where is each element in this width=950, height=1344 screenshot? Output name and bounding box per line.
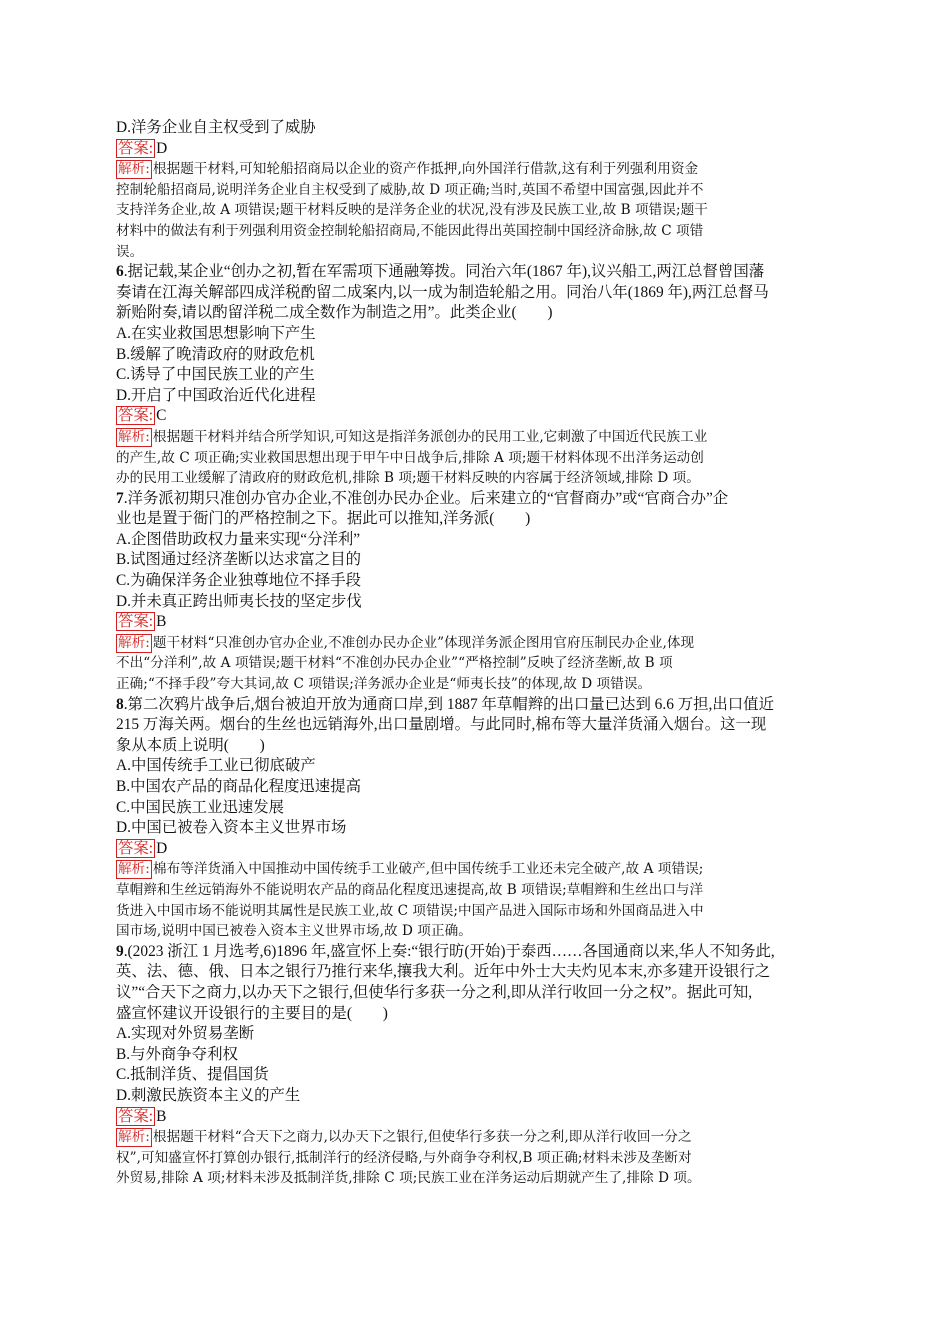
q8-stem-line-2: 215 万海关两。烟台的生丝也远销海外,出口量剧增。与此同时,棉布等大量洋货涌入烟台。这一现 [116, 716, 767, 734]
q8-explanation-line-1: 解析: 棉布等洋货涌入中国推动中国传统手工业破产,但中国传统手工业还未完全破产,故 A 项错误; [118, 861, 704, 878]
q8-number: 8 [116, 695, 124, 713]
q7-option-a: A.企图借助政权力量来实现“分洋利” [116, 530, 361, 548]
q8-option-c: C.中国民族工业迅速发展 [116, 798, 285, 816]
q9-stem-line-3: 议”“合天下之商力,以办天下之银行,但使华行多获一分之利,即从洋行收回一分之权”。据此可知, [116, 983, 753, 1001]
explanation-tag: 解析: [118, 861, 150, 878]
explanation-tag: 解析: [118, 428, 150, 445]
q5-explanation-line-2: 控制轮船招商局,说明洋务企业自主权受到了威胁,故 D 项正确;当时,英国不希望中国富强,因此并不 [116, 181, 704, 198]
q7-explanation-line-3: 正确;“不择手段”夸大其词,故 C 项错误;洋务派办企业是“师夷长技”的体现,故 D 项错误。 [116, 676, 652, 693]
q7-answer: B [156, 613, 167, 631]
q7-option-b: B.试图通过经济垄断以达求富之目的 [116, 551, 361, 569]
q7-option-c: C.为确保洋务企业独尊地位不择手段 [116, 572, 361, 590]
q9-stem-line-4: 盛宣怀建议开设银行的主要目的是( ) [116, 1004, 388, 1022]
answer-tag: 答案: [118, 407, 154, 425]
answer-tag: 答案: [118, 1107, 154, 1125]
answer-tag: 答案: [118, 839, 154, 857]
q6-answer-line [116, 406, 836, 427]
q5-answer: D [156, 139, 168, 157]
q8-stem-line-3: 象从本质上说明( ) [116, 736, 265, 754]
q9-option-c: C.抵制洋货、提倡国货 [116, 1066, 269, 1084]
q9-option-d: D.刺激民族资本主义的产生 [116, 1086, 301, 1104]
q9-answer-line [116, 1107, 836, 1128]
q8-option-a: A.中国传统手工业已彻底破产 [116, 757, 316, 775]
q7-answer-line [116, 612, 836, 633]
q9-answer: B [156, 1107, 167, 1125]
q6-answer: C [156, 407, 167, 425]
q6-option-b: B.缓解了晚清政府的财政危机 [116, 345, 315, 363]
q6-explanation-line-1: 解析: 根据题干材料并结合所学知识,可知这是指洋务派创办的民用工业,它刺激了中国近代民族工业 [118, 428, 708, 445]
q8-option-d: D.中国已被卷入资本主义世界市场 [116, 819, 347, 837]
q6-option-d: D.开启了中国政治近代化进程 [116, 386, 316, 404]
q5-explanation-line-5: 误。 [116, 243, 144, 260]
q7-explanation-line-1: 解析: 题干材料“只准创办官办企业,不准创办民办企业”体现洋务派企图用官府压制民办企业,体现 [118, 634, 695, 651]
q8-option-b: B.中国农产品的商品化程度迅速提高 [116, 778, 361, 795]
q8-stem-line-1: 8.第二次鸦片战争后,烟台被迫开放为通商口岸,到 1887 年草帽辫的出口量已达到 6.6 万担,出口值近 [116, 695, 774, 713]
q8-explanation-line-2: 草帽辫和生丝远销海外不能说明农产品的商品化程度迅速提高,故 B 项错误;草帽辫和生丝出口与洋 [116, 881, 704, 898]
document-page [116, 118, 836, 1189]
q7-stem-line-2: 业也是置于衙门的严格控制之下。据此可以推知,洋务派( ) [116, 510, 531, 528]
q5-explanation-line-4: 材料中的做法有利于列强利用资金控制轮船招商局,不能因此得出英国控制中国经济命脉,故 C 项错 [116, 222, 704, 239]
q9-explanation-line-2: 权”,可知盛宣怀打算创办银行,抵制洋行的经济侵略,与外商争夺利权,B 项正确;材料未涉及垄断对 [116, 1149, 692, 1166]
q9-option-a: A.实现对外贸易垄断 [116, 1025, 255, 1043]
q6-stem-line-1: 6.据记载,某企业“创办之初,暂在军需项下通融筹拨。同治六年(1867 年),议兴船工,两江总督曾国藩 [116, 263, 765, 281]
q7-explanation-line-2: 不出“分洋利”,故 A 项错误;题干材料“不准创办民办企业”“严格控制”反映了经济垄断,故 B 项 [116, 655, 673, 672]
q8-answer: D [156, 839, 168, 857]
answer-tag: 答案: [118, 613, 154, 631]
q7-option-d: D.并未真正跨出师夷长技的坚定步伐 [116, 592, 362, 610]
q6-stem-line-3: 新贻附奏,请以酌留洋税二成全数作为制造之用”。此类企业( ) [116, 304, 553, 322]
q5-answer-line [116, 139, 836, 160]
explanation-tag: 解析: [118, 1129, 150, 1146]
q6-option-c: C.诱导了中国民族工业的产生 [116, 366, 315, 384]
explanation-tag: 解析: [118, 161, 150, 178]
q8-explanation-line-3: 货进入中国市场不能说明其属性是民族工业,故 C 项错误;中国产品进入国际市场和外国商品进入中 [116, 902, 704, 919]
q9-explanation-line-3: 外贸易,排除 A 项;材料未涉及抵制洋货,排除 C 项;民族工业在洋务运动后期就产生了,排除 D 项。 [116, 1170, 701, 1187]
q5-explanation-line-1: 解析: 根据题干材料,可知轮船招商局以企业的资产作抵押,向外国洋行借款,这有利于列强利用资金 [118, 161, 699, 178]
q6-option-a: A.在实业救国思想影响下产生 [116, 324, 316, 342]
q9-explanation-line-1: 解析: 根据题干材料“合天下之商力,以办天下之银行,但使华行多获一分之利,即从洋行收回一分之 [118, 1129, 692, 1146]
q6-explanation-line-2: 的产生,故 C 项正确;实业救国思想出现于甲午中日战争后,排除 A 项;题干材料体现不出洋务运动创 [116, 449, 704, 466]
q9-stem-line-1: 9.(2023 浙江 1 月选考,6)1896 年,盛宣怀上奏:“银行昉(开始)于泰西……各国通商以来,华人不知务此, [116, 942, 775, 960]
q6-explanation-line-3: 办的民用工业缓解了清政府的财政危机,排除 B 项;题干材料反映的内容属于经济领域,排除 D 项。 [116, 470, 700, 487]
q9-option-b: B.与外商争夺利权 [116, 1045, 238, 1063]
q5-explanation-line-3: 支持洋务企业,故 A 项错误;题干材料反映的是洋务企业的状况,没有涉及民族工业,故 B 项错误;题干 [116, 202, 708, 219]
q8-answer-line [116, 839, 836, 860]
q5-option-d: D.洋务企业自主权受到了威胁 [116, 119, 316, 136]
q9-stem-line-2: 英、法、德、俄、日本之银行乃推行来华,攘我大利。近年中外士大夫灼见本末,亦多建开设银行之 [116, 963, 771, 981]
answer-tag: 答案: [118, 139, 154, 157]
q8-explanation-line-4: 国市场,说明中国已被卷入资本主义世界市场,故 D 项正确。 [116, 923, 472, 940]
q9-number: 9 [116, 942, 124, 960]
q7-stem-line-1: 7.洋务派初期只准创办官办企业,不准创办民办企业。后来建立的“官督商办”或“官商合办”企 [116, 489, 729, 507]
q7-number: 7 [116, 489, 124, 507]
q6-stem-line-2: 奏请在江海关解部四成洋税酌留二成案内,以一成为制造轮船之用。同治八年(1869 年),两江总督马 [116, 283, 769, 301]
explanation-tag: 解析: [118, 634, 150, 651]
q6-number: 6 [116, 263, 124, 281]
